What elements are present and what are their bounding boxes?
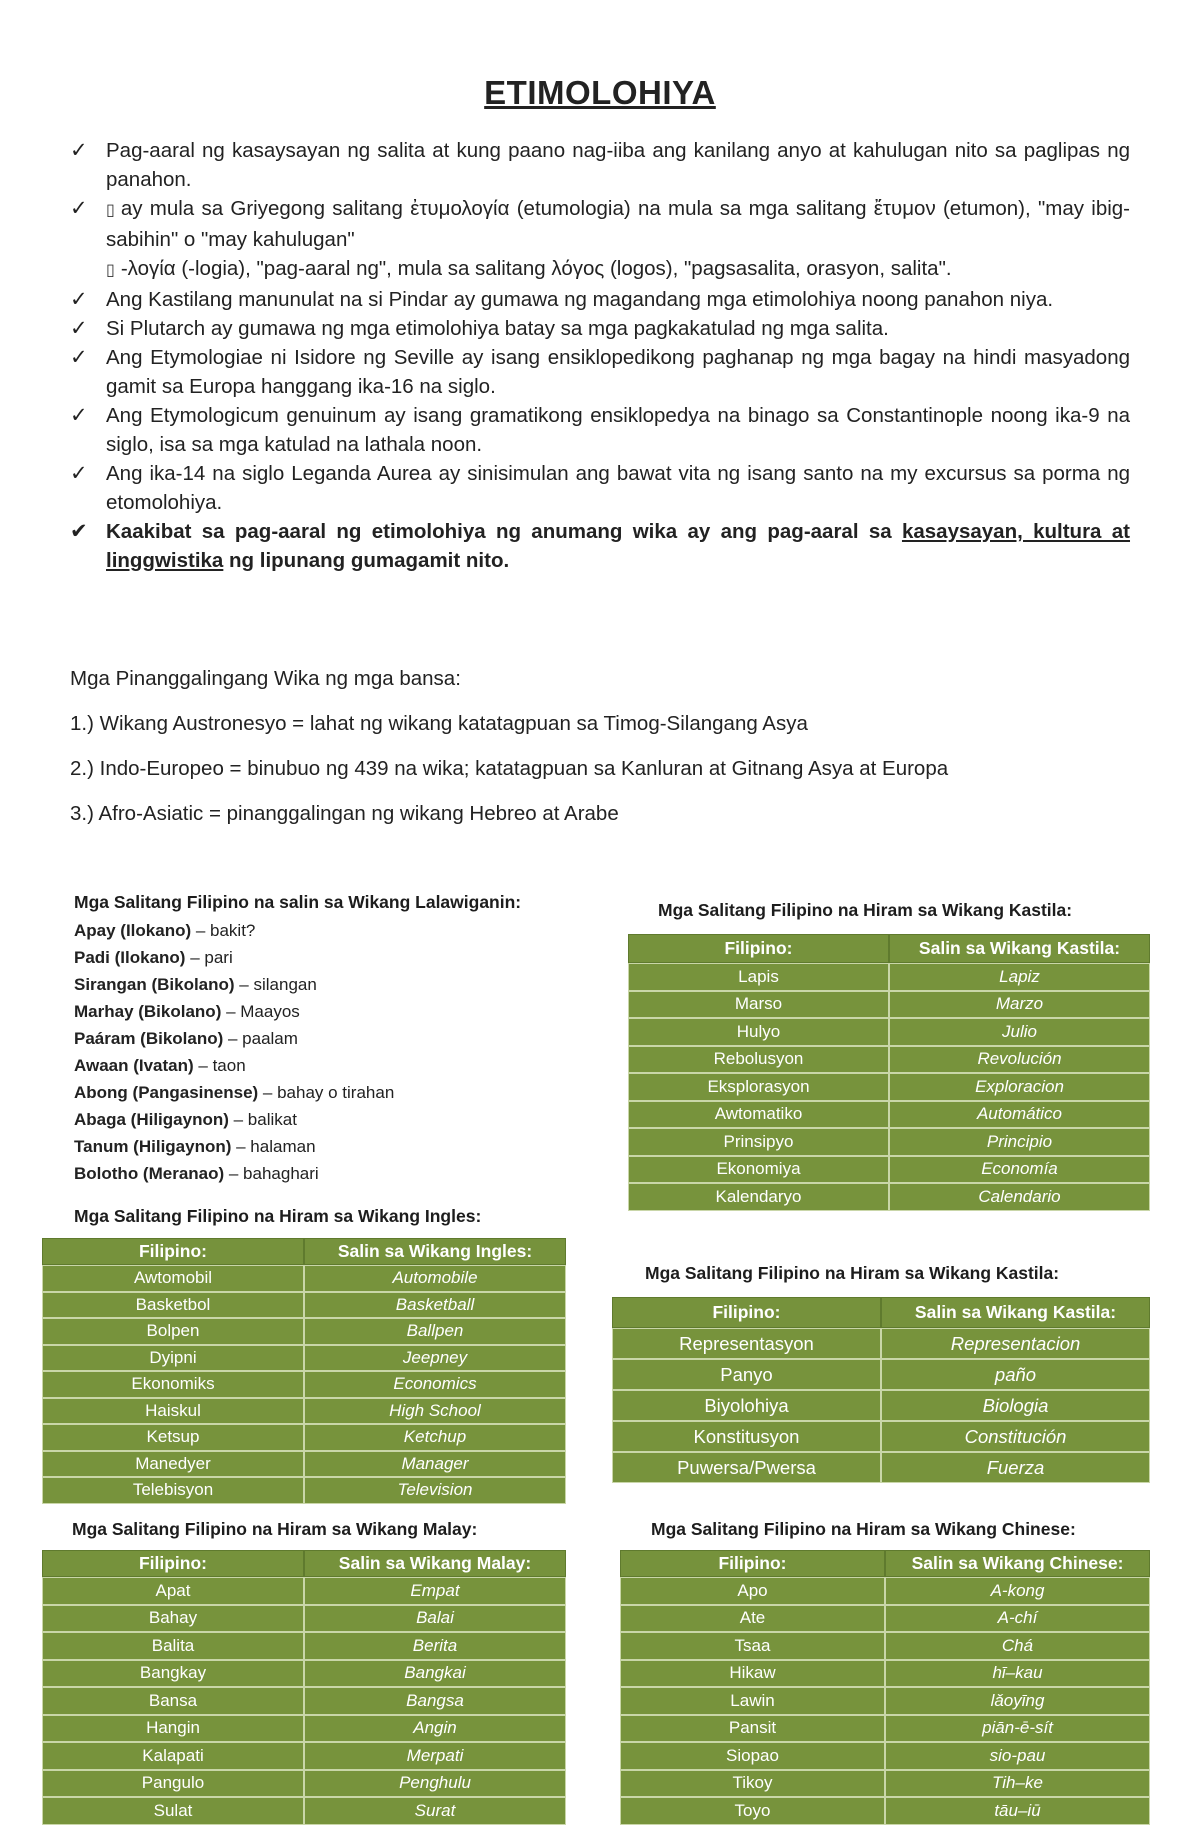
translation-cell: Exploracion <box>889 1073 1150 1101</box>
bullet-text: -λογία (-logia), "pag-aaral ng", mula sa salitang λόγος (logos), "pagsasalita, orasyon, salita". <box>120 257 952 280</box>
bullet-text: Ang ika-14 na siglo Leganda Aurea ay sinisimulan ang bawat vita ng isang santo na my excursus sa porma ng etomolohiya. <box>106 462 1130 514</box>
table-header-row <box>628 934 1150 963</box>
column-header-translation: Salin sa Wikang Chinese: <box>885 1550 1150 1577</box>
table-row <box>42 1318 566 1345</box>
kastila2-table-heading: Mga Salitang Filipino na Hiram sa Wikang Kastila: <box>645 1263 1060 1283</box>
table-row <box>42 1770 566 1798</box>
table-row <box>628 1073 1150 1101</box>
lalawiganin-heading: Mga Salitang Filipino na salin sa Wikang Lalawiganin: <box>74 892 522 912</box>
table-row <box>628 1101 1150 1129</box>
filipino-cell: Tsaa <box>620 1632 885 1660</box>
table-row <box>42 1371 566 1398</box>
table-row <box>42 1345 566 1372</box>
lalawiganin-row <box>74 1160 574 1187</box>
translation-cell: Merpati <box>304 1742 566 1770</box>
translation-cell: Surat <box>304 1797 566 1825</box>
table-row <box>628 1128 1150 1156</box>
bullet-text: ng lipunang gumagamit nito. <box>223 549 510 572</box>
translation-cell: Automático <box>889 1101 1150 1129</box>
regional-word: Marhay (Bikolano) <box>74 1002 222 1021</box>
column-header-filipino: Filipino: <box>628 934 889 963</box>
column-header-filipino: Filipino: <box>42 1550 304 1577</box>
filipino-cell: Hikaw <box>620 1660 885 1688</box>
regional-word: Awaan (Ivatan) <box>74 1056 194 1075</box>
kastila-table-heading: Mga Salitang Filipino na Hiram sa Wikang Kastila: <box>658 900 1073 920</box>
ingles-table-heading: Mga Salitang Filipino na Hiram sa Wikang Ingles: <box>74 1206 482 1226</box>
regional-word: Tanum (Hiligaynon) <box>74 1137 232 1156</box>
bullet-list <box>70 136 1130 575</box>
filipino-cell: Siopao <box>620 1742 885 1770</box>
lalawiganin-row <box>74 1133 574 1160</box>
bullet-item <box>70 194 1130 254</box>
filipino-cell: Marso <box>628 991 889 1019</box>
filipino-cell: Apo <box>620 1577 885 1605</box>
filipino-cell: Hulyo <box>628 1018 889 1046</box>
filipino-cell: Biyolohiya <box>612 1390 881 1421</box>
checkmark-icon: ✓ <box>70 462 88 485</box>
column-header-filipino: Filipino: <box>620 1550 885 1577</box>
translation-cell: High School <box>304 1398 566 1425</box>
translation-cell: lǎoyīng <box>885 1687 1150 1715</box>
checkmark-icon: ✓ <box>70 346 88 369</box>
filipino-cell: Apat <box>42 1577 304 1605</box>
filipino-cell: Sulat <box>42 1797 304 1825</box>
translation-cell: Manager <box>304 1451 566 1478</box>
table-row <box>628 1018 1150 1046</box>
filipino-cell: Toyo <box>620 1797 885 1825</box>
filipino-cell: Manedyer <box>42 1451 304 1478</box>
bullet-text: Ang Etymologiae ni Isidore ng Seville ay isang ensiklopedikong paghanap ng mga bagay na hindi masyadong gamit sa Europa hanggang ika-16 na siglo. <box>106 346 1130 398</box>
table-row <box>42 1797 566 1825</box>
checkmark-icon: ✓ <box>70 139 88 162</box>
filipino-cell: Pansit <box>620 1715 885 1743</box>
filipino-cell: Ate <box>620 1605 885 1633</box>
missing-glyph-icon: ▯ <box>106 202 115 219</box>
regional-word: Apay (Ilokano) <box>74 921 192 940</box>
table-row <box>620 1797 1150 1825</box>
bullet-text: Pag-aaral ng kasaysayan ng salita at kung paano nag-iiba ang kanilang anyo at kahulugan nito sa paglipas ng panahon. <box>106 139 1130 191</box>
regional-word: Paáram (Bikolano) <box>74 1029 224 1048</box>
table-row <box>620 1742 1150 1770</box>
table-row <box>42 1265 566 1292</box>
table-row <box>612 1421 1150 1452</box>
filipino-cell: Haiskul <box>42 1398 304 1425</box>
regional-word: Sirangan (Bikolano) <box>74 975 235 994</box>
checkmark-icon: ✓ <box>70 317 88 340</box>
bullet-item <box>70 136 1130 194</box>
filipino-cell: Bansa <box>42 1687 304 1715</box>
word-meaning: – bakit? <box>191 921 256 940</box>
table-row <box>628 1156 1150 1184</box>
translation-cell: Balai <box>304 1605 566 1633</box>
lalawiganin-row <box>74 1052 574 1079</box>
filipino-cell: Balita <box>42 1632 304 1660</box>
filipino-cell: Ekonomiya <box>628 1156 889 1184</box>
translation-cell: Marzo <box>889 991 1150 1019</box>
filipino-cell: Prinsipyo <box>628 1128 889 1156</box>
lalawiganin-row <box>74 1025 574 1052</box>
translation-cell: paño <box>881 1359 1150 1390</box>
translation-cell: Berita <box>304 1632 566 1660</box>
checkmark-icon: ✓ <box>70 197 88 220</box>
language-sources <box>70 666 1130 846</box>
checkmark-icon: ✔ <box>70 520 88 543</box>
translation-cell: Representacion <box>881 1328 1150 1359</box>
translation-cell: Fuerza <box>881 1452 1150 1483</box>
translation-cell: A-kong <box>885 1577 1150 1605</box>
translation-cell: Penghulu <box>304 1770 566 1798</box>
translation-cell: Julio <box>889 1018 1150 1046</box>
word-meaning: – bahaghari <box>224 1164 319 1183</box>
table-row <box>42 1605 566 1633</box>
filipino-cell: Representasyon <box>612 1328 881 1359</box>
translation-cell: Biologia <box>881 1390 1150 1421</box>
bullet-item <box>70 314 1130 343</box>
filipino-cell: Bolpen <box>42 1318 304 1345</box>
missing-glyph-icon: ▯ <box>106 262 115 279</box>
table-row <box>42 1424 566 1451</box>
table-row <box>42 1742 566 1770</box>
translation-cell: Jeepney <box>304 1345 566 1372</box>
filipino-cell: Hangin <box>42 1715 304 1743</box>
kastila-table <box>628 934 1150 1211</box>
translation-cell: piān-ē-sít <box>885 1715 1150 1743</box>
table-header-row <box>42 1238 566 1265</box>
bullet-item <box>70 343 1130 401</box>
table-header-row <box>42 1550 566 1577</box>
ingles-table <box>42 1238 566 1504</box>
filipino-cell: Ekonomiks <box>42 1371 304 1398</box>
column-header-filipino: Filipino: <box>612 1297 881 1328</box>
translation-cell: Television <box>304 1477 566 1504</box>
table-row <box>612 1452 1150 1483</box>
lalawiganin-row <box>74 971 574 998</box>
filipino-cell: Basketbol <box>42 1292 304 1319</box>
filipino-cell: Dyipni <box>42 1345 304 1372</box>
page-title: ETIMOLOHIYA <box>484 74 716 111</box>
translation-cell: tāu–iū <box>885 1797 1150 1825</box>
table-row <box>42 1660 566 1688</box>
table-row <box>620 1660 1150 1688</box>
column-header-translation: Salin sa Wikang Ingles: <box>304 1238 566 1265</box>
filipino-cell: Bangkay <box>42 1660 304 1688</box>
table-row <box>42 1292 566 1319</box>
translation-cell: sio-pau <box>885 1742 1150 1770</box>
bullet-text: Si Plutarch ay gumawa ng mga etimolohiya batay sa mga pagkakatulad ng mga salita. <box>106 317 889 340</box>
table-row <box>628 1183 1150 1211</box>
table-row <box>42 1632 566 1660</box>
translation-cell: Bangsa <box>304 1687 566 1715</box>
table-row <box>42 1687 566 1715</box>
filipino-cell: Konstitusyon <box>612 1421 881 1452</box>
translation-cell: Bangkai <box>304 1660 566 1688</box>
translation-cell: Tih–ke <box>885 1770 1150 1798</box>
table-row <box>620 1605 1150 1633</box>
filipino-cell: Awtomobil <box>42 1265 304 1292</box>
bullet-text: Ang Etymologicum genuinum ay isang gramatikong ensiklopedya na binago sa Constantinople noong ika-9 na siglo, isa sa mga katulad na lathala noon. <box>106 404 1130 456</box>
table-row <box>42 1477 566 1504</box>
table-row <box>42 1715 566 1743</box>
word-meaning: – silangan <box>234 975 317 994</box>
filipino-cell: Awtomatiko <box>628 1101 889 1129</box>
checkmark-icon: ✓ <box>70 288 88 311</box>
bullet-item <box>70 401 1130 459</box>
bullet-text: Kaakibat sa pag-aaral ng etimolohiya ng anumang wika ay ang pag-aaral sa <box>106 520 902 543</box>
table-row <box>628 1046 1150 1074</box>
lalawiganin-row <box>74 944 574 971</box>
translation-cell: Chá <box>885 1632 1150 1660</box>
table-row <box>620 1770 1150 1798</box>
translation-cell: Revolución <box>889 1046 1150 1074</box>
column-header-translation: Salin sa Wikang Kastila: <box>889 934 1150 963</box>
filipino-cell: Lawin <box>620 1687 885 1715</box>
sources-heading: Mga Pinanggalingang Wika ng mga bansa: <box>70 667 461 690</box>
filipino-cell: Kalendaryo <box>628 1183 889 1211</box>
lalawiganin-row <box>74 1079 574 1106</box>
table-row <box>620 1577 1150 1605</box>
translation-cell: Empat <box>304 1577 566 1605</box>
translation-cell: Lapiz <box>889 963 1150 991</box>
chinese-table <box>620 1550 1150 1825</box>
filipino-cell: Panyo <box>612 1359 881 1390</box>
column-header-filipino: Filipino: <box>42 1238 304 1265</box>
word-meaning: – taon <box>193 1056 246 1075</box>
column-header-translation: Salin sa Wikang Malay: <box>304 1550 566 1577</box>
table-row <box>612 1390 1150 1421</box>
filipino-cell: Telebisyon <box>42 1477 304 1504</box>
bullet-item <box>70 285 1130 314</box>
filipino-cell: Eksplorasyon <box>628 1073 889 1101</box>
word-meaning: – paalam <box>223 1029 298 1048</box>
column-header-translation: Salin sa Wikang Kastila: <box>881 1297 1150 1328</box>
filipino-cell: Puwersa/Pwersa <box>612 1452 881 1483</box>
bullet-item <box>70 459 1130 517</box>
table-header-row <box>612 1297 1150 1328</box>
bullet-subitem <box>70 254 1130 285</box>
table-row <box>42 1398 566 1425</box>
translation-cell: Economics <box>304 1371 566 1398</box>
table-row <box>42 1577 566 1605</box>
table-row <box>620 1687 1150 1715</box>
translation-cell: A-chí <box>885 1605 1150 1633</box>
translation-cell: Angin <box>304 1715 566 1743</box>
word-meaning: – bahay o tirahan <box>258 1083 395 1102</box>
table-row <box>612 1328 1150 1359</box>
word-meaning: – pari <box>185 948 233 967</box>
regional-word: Abaga (Hiligaynon) <box>74 1110 229 1129</box>
table-header-row <box>620 1550 1150 1577</box>
translation-cell: Calendario <box>889 1183 1150 1211</box>
kastila2-table <box>612 1297 1150 1483</box>
malay-table <box>42 1550 566 1825</box>
translation-cell: hī–kau <box>885 1660 1150 1688</box>
bullet-text: Ang Kastilang manunulat na si Pindar ay gumawa ng magandang mga etimolohiya noong panahon niya. <box>106 288 1054 311</box>
regional-word: Abong (Pangasinense) <box>74 1083 259 1102</box>
filipino-cell: Lapis <box>628 963 889 991</box>
lalawiganin-row <box>74 917 574 944</box>
translation-cell: Basketball <box>304 1292 566 1319</box>
source-item: 2.) Indo-Europeo = binubuo ng 439 na wika; katatagpuan sa Kanluran at Gitnang Asya at Europa <box>70 757 949 780</box>
translation-cell: Ketchup <box>304 1424 566 1451</box>
lalawiganin-section <box>74 892 574 1187</box>
source-item: 3.) Afro-Asiatic = pinanggalingan ng wikang Hebreo at Arabe <box>70 802 619 825</box>
regional-word: Bolotho (Meranao) <box>74 1164 225 1183</box>
table-row <box>612 1359 1150 1390</box>
bullet-item-emphasis <box>70 517 1130 575</box>
checkmark-icon: ✓ <box>70 404 88 427</box>
table-row <box>620 1632 1150 1660</box>
word-meaning: – halaman <box>231 1137 316 1156</box>
filipino-cell: Pangulo <box>42 1770 304 1798</box>
table-row <box>620 1715 1150 1743</box>
filipino-cell: Bahay <box>42 1605 304 1633</box>
table-row <box>628 963 1150 991</box>
translation-cell: Constitución <box>881 1421 1150 1452</box>
translation-cell: Ballpen <box>304 1318 566 1345</box>
lalawiganin-row <box>74 1106 574 1133</box>
translation-cell: Automobile <box>304 1265 566 1292</box>
filipino-cell: Tikoy <box>620 1770 885 1798</box>
bullet-text: ay mula sa Griyegong salitang ἐτυμολογία (etumologia) na mula sa mga salitang ἔτυμον (etumon), "may ibig-sabihin" o "may kahulugan" <box>106 197 1130 251</box>
underlined-text: kasaysayan, kultura at linggwistika <box>106 520 1131 572</box>
table-row <box>42 1451 566 1478</box>
word-meaning: – balikat <box>228 1110 297 1129</box>
malay-table-heading: Mga Salitang Filipino na Hiram sa Wikang Malay: <box>72 1519 478 1539</box>
filipino-cell: Kalapati <box>42 1742 304 1770</box>
filipino-cell: Rebolusyon <box>628 1046 889 1074</box>
regional-word: Padi (Ilokano) <box>74 948 186 967</box>
source-item: 1.) Wikang Austronesyo = lahat ng wikang katatagpuan sa Timog-Silangang Asya <box>70 712 808 735</box>
lalawiganin-row <box>74 998 574 1025</box>
translation-cell: Economía <box>889 1156 1150 1184</box>
filipino-cell: Ketsup <box>42 1424 304 1451</box>
chinese-table-heading: Mga Salitang Filipino na Hiram sa Wikang Chinese: <box>651 1519 1076 1539</box>
translation-cell: Principio <box>889 1128 1150 1156</box>
word-meaning: – Maayos <box>221 1002 300 1021</box>
table-row <box>628 991 1150 1019</box>
